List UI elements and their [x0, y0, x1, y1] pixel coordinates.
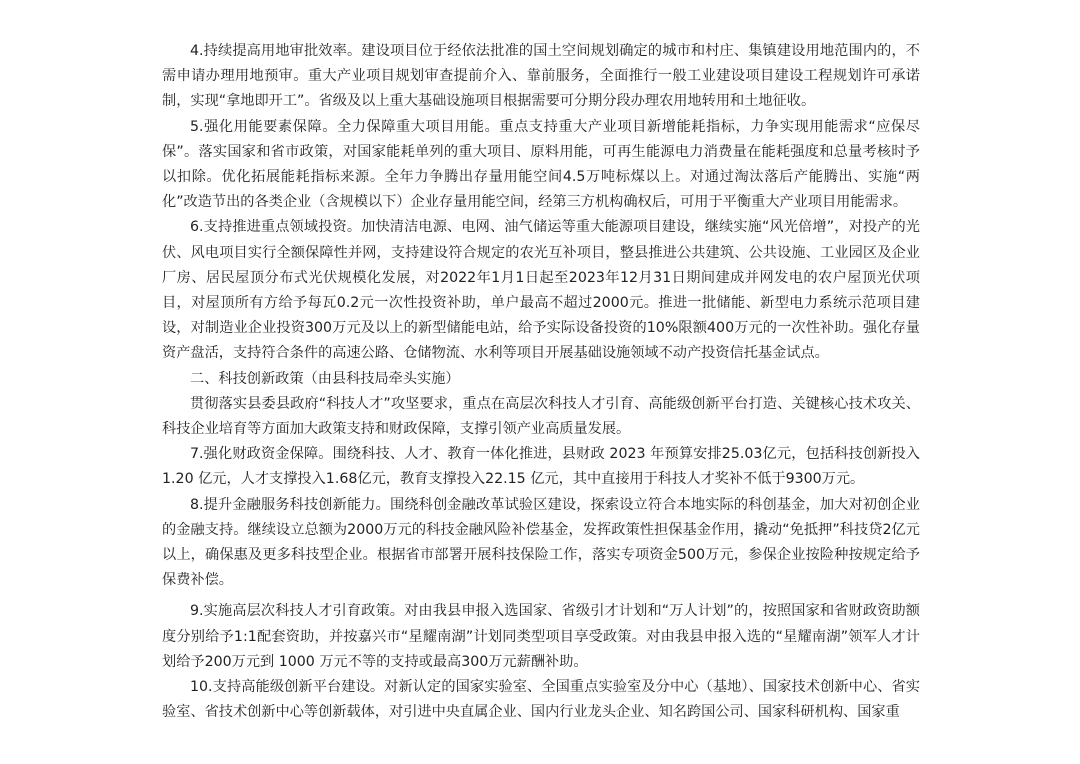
paragraph-finance-services: 8.提升金融服务科技创新能力。围绕科创金融改革试验区建设，探索设立符合本地实际的科创基金，加大对初创企业的金融支持。继续设立总额为2000万元的科技金融风险补偿基金，发挥政策性担保基金作用，撬动“免抵押”科技贷2亿元以上，确保惠及更多科技型企业。根据省市部署开展科技保险工作，落实专项资金500万元，参保企业按险种按规定给予保费补偿。: [162, 496, 920, 589]
paragraph-talent-policy: 9.实施高层次科技人才引育政策。对由我县申报入选国家、省级引才计划和“万人计划”的，按照国家和省财政资助额度分别给予1:1配套资助，并按嘉兴市“星耀南湖”计划同类型项目享受政策。对由我县申报入选的“星耀南湖”领军人才计划给予200万元到 1000 万元不等的支持或最高300万元薪酬补助。: [162, 603, 920, 670]
section-heading-tech-innovation: 二、科技创新政策（由县科技局牵头实施）: [190, 370, 460, 387]
paragraph-key-investment: 6.支持推进重点领域投资。加快清洁电源、电网、油气储运等重大能源项目建设，继续实施“风光倍增”，对投产的光伏、风电项目实行全额保障性并网，支持建设符合规定的农光互补项目，整县推进公共建筑、公共设施、工业园区及企业厂房、居民屋顶分布式光伏规模化发展，对2022年1月1日起至2023年12月31日期间建成并网发电的农户屋顶光伏项目，对屋顶所有方给予每瓦0.2元一次性投资补助，单户最高不超过2000元。推进一批储能、新型电力系统示范项目建设，对制造业企业投资300万元及以上的新型储能电站，给予实际设备投资的10%限额400万元的一次性补助。强化存量资产盘活，支持符合条件的高速公路、仓储物流、水利等项目开展基础设施领域不动产投资信托基金试点。: [162, 219, 920, 362]
paragraph-land-approval: 4.持续提高用地审批效率。建设项目位于经依法批准的国土空间规划确定的城市和村庄、集镇建设用地范围内的，不需申请办理用地预审。重大产业项目规划审查提前介入、靠前服务，全面推行一般工业建设项目建设工程规划许可承诺制，实现“拿地即开工”。省级及以上重大基础设施项目根据需要可分期分段办理农用地转用和土地征收。: [162, 43, 920, 110]
paragraph-innovation-platforms: 10.支持高能级创新平台建设。对新认定的国家实验室、全国重点实验室及分中心（基地）、国家技术创新中心、省实验室、省技术创新中心等创新载体，对引进中央直属企业、国内行业龙头企业、知名跨国公司、国家科研机构、国家重: [162, 679, 920, 721]
paragraph-fiscal-guarantee: 7.强化财政资金保障。围绕科技、人才、教育一体化推进，县财政 2023 年预算安排25.03亿元，包括科技创新投入1.20 亿元，人才支撑投入1.68亿元，教育支撑投入22.15 亿元，其中直接用于科技人才奖补不低于9300万元。: [162, 446, 920, 488]
paragraph-energy-guarantee: 5.强化用能要素保障。全力保障重大项目用能。重点支持重大产业项目新增能耗指标，力争实现用能需求“应保尽保”。落实国家和省市政策，对国家能耗单列的重大项目、原料用能，可再生能源电力消费量在能耗强度和总量考核时予以扣除。优化拓展能耗指标来源。全年力争腾出存量用能空间4.5万吨标煤以上。对通过淘汰落后产能腾出、实施“两化”改造节出的各类企业（含规模以下）企业存量用能空间，经第三方机构确权后，可用于平衡重大产业项目用能需求。: [162, 118, 920, 211]
paragraph-tech-intro: 贯彻落实县委县政府“科技人才”攻坚要求，重点在高层次科技人才引育、高能级创新平台打造、关键核心技术攻关、科技企业培育等方面加大政策支持和财政保障，支撑引领产业高质量发展。: [162, 395, 920, 438]
document-body: [162, 39, 920, 725]
